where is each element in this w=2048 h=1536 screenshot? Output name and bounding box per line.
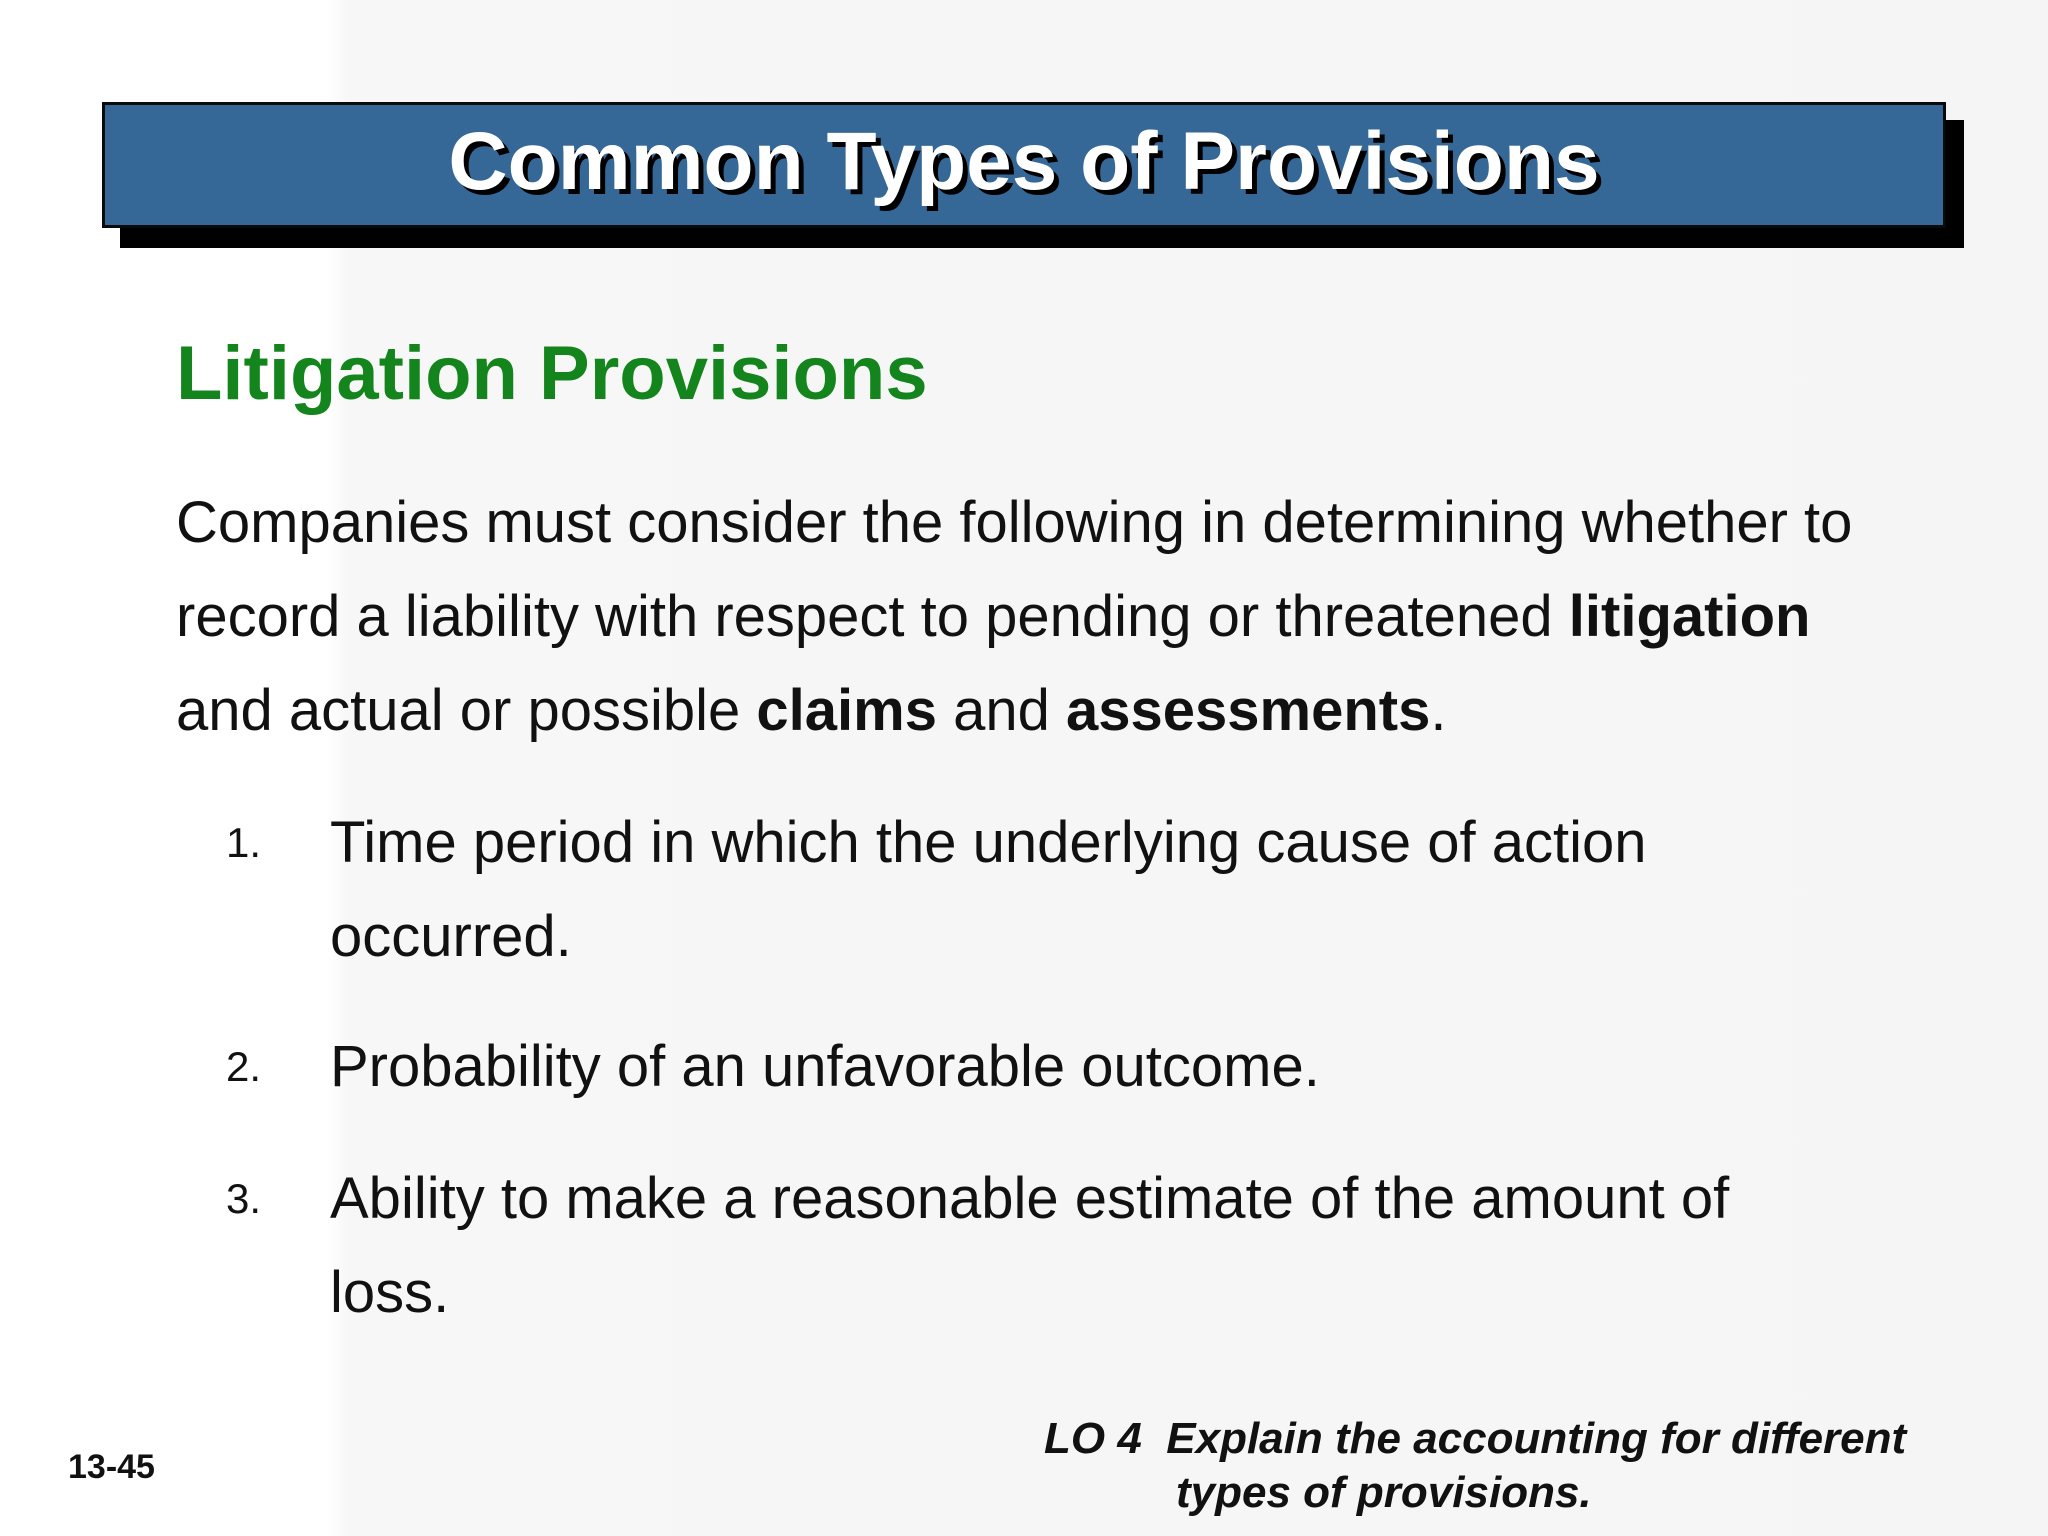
intro-bold-claims: claims [756, 678, 937, 743]
slide-number: 13-45 [68, 1448, 155, 1486]
intro-text-3: and [936, 678, 1066, 743]
learning-objective-line1: LO 4 Explain the accounting for different [1044, 1414, 1907, 1463]
intro-text-2: and actual or possible [176, 678, 757, 743]
intro-bold-litigation: litigation [1568, 584, 1811, 649]
list-item-number: 3. [226, 1175, 262, 1222]
learning-objective [1044, 1412, 2004, 1520]
list-item-text: Probability of an unfavorable outcome. [330, 1034, 1320, 1099]
intro-text-4: . [1430, 678, 1447, 743]
learning-objective-line2: types of provisions. [1176, 1468, 1592, 1517]
title-bar [102, 102, 1946, 228]
section-heading: Litigation Provisions [176, 331, 928, 416]
list-item-number: 1. [226, 819, 262, 866]
list-item-text: Time period in which the underlying cause of action occurred. [330, 810, 1647, 969]
intro-text-1: Companies must consider the following in determining whether to record a liability with respect to pending or threatened [176, 490, 1853, 649]
intro-paragraph [176, 476, 1896, 758]
slide-title: Common Types of Provisions [448, 116, 1600, 207]
list-item-text: Ability to make a reasonable estimate of the amount of loss. [330, 1166, 1730, 1325]
list-item-number: 2. [226, 1043, 262, 1090]
intro-bold-assessments: assessments [1065, 678, 1431, 743]
